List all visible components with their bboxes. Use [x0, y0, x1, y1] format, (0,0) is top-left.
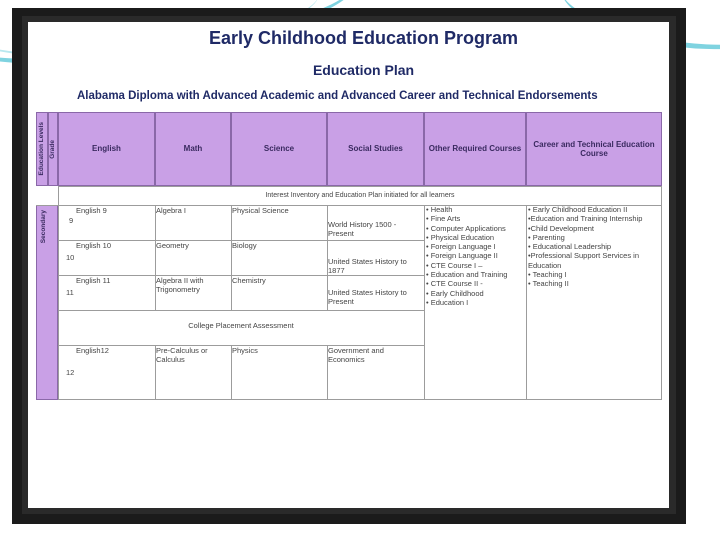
secondary-sidebar: [36, 205, 58, 400]
list-item: • Health: [426, 205, 453, 214]
column-header-math: Math: [155, 112, 231, 186]
math-10-cell: Geometry: [156, 241, 189, 250]
grade-9-cell: 9: [69, 216, 74, 225]
english-11-cell: English 11: [76, 276, 111, 285]
other-required-list: [426, 205, 526, 307]
grid-line: [424, 205, 425, 400]
list-item: • Education I: [426, 297, 469, 307]
diploma-heading: Alabama Diploma with Advanced Academic and Advanced Career and Technical Endorsements: [77, 90, 598, 102]
column-header-science: Science: [231, 112, 327, 186]
column-header-english: English: [58, 112, 155, 186]
grid-line: [58, 399, 662, 400]
science-11-cell: Chemistry: [232, 276, 266, 285]
grid-line: [58, 310, 424, 311]
list-item: • Foreign Language II: [426, 251, 498, 261]
list-item: • Early Childhood Education II: [528, 205, 628, 214]
document-sheet: [28, 22, 669, 508]
page-title: Early Childhood Education Program: [208, 28, 519, 48]
grid-line: [526, 205, 527, 400]
grid-line: [58, 186, 662, 187]
grid-line: [58, 186, 59, 400]
list-item: • Parenting: [528, 232, 565, 242]
college-placement-banner: College Placement Assessment: [188, 321, 294, 330]
science-9-cell: Physical Science: [232, 206, 289, 215]
list-item: •Education and Training Internship: [528, 214, 643, 224]
list-item: • Foreign Language I: [426, 242, 496, 252]
list-item: • Early Childhood: [426, 288, 484, 298]
list-item: • CTE Course I –: [426, 260, 483, 270]
math-9-cell: Algebra I: [156, 206, 187, 215]
social-9-cell: World History 1500 - Present: [328, 220, 397, 239]
grade-10-cell: 10: [66, 253, 75, 262]
social-11-cell: United States History to Present: [328, 288, 407, 307]
english-12-cell: English12: [76, 346, 109, 355]
column-header-cte: Career and Technical Education Course: [526, 112, 662, 186]
grade-12-cell: 12: [66, 368, 75, 377]
column-header-social-studies: Social Studies: [327, 112, 424, 186]
interest-inventory-banner: Interest Inventory and Education Plan initiated for all learners: [265, 192, 455, 199]
list-item: • Teaching II: [528, 279, 569, 289]
list-item: • CTE Course II -: [426, 279, 483, 289]
list-item: • Physical Education: [426, 232, 495, 242]
grid-line: [231, 205, 232, 310]
cte-course-list: [528, 205, 660, 289]
social-12-cell: Government and Economics: [328, 346, 384, 365]
list-item: • Fine Arts: [426, 214, 461, 224]
list-item: • Teaching I: [528, 270, 567, 280]
grid-line: [661, 186, 662, 400]
list-item: •Child Development: [528, 223, 594, 233]
list-item: •Professional Support Services in Education: [528, 251, 640, 270]
social-10-cell: United States History to 1877: [328, 257, 407, 276]
science-12-cell: Physics: [232, 346, 258, 355]
page-subtitle: Education Plan: [312, 62, 415, 78]
math-12-cell: Pre-Calculus or Calculus: [156, 346, 208, 365]
math-11-cell: Algebra II with Trigonometry: [156, 276, 204, 295]
list-item: • Educational Leadership: [528, 242, 612, 252]
secondary-label: Secondary: [40, 210, 47, 244]
grade-11-cell: 11: [66, 288, 74, 297]
education-levels-label: Education Levels: [38, 122, 46, 176]
column-header-other-required: Other Required Courses: [424, 112, 526, 186]
list-item: • Education and Training: [426, 270, 508, 280]
list-item: • Computer Applications: [426, 223, 506, 233]
english-10-cell: English 10: [76, 241, 112, 250]
grade-label: Grade: [49, 139, 57, 159]
science-10-cell: Biology: [232, 241, 257, 250]
english-9-cell: English 9: [76, 206, 107, 215]
education-levels-header: [36, 112, 48, 186]
grade-header: [48, 112, 58, 186]
education-plan-table: [36, 112, 662, 400]
